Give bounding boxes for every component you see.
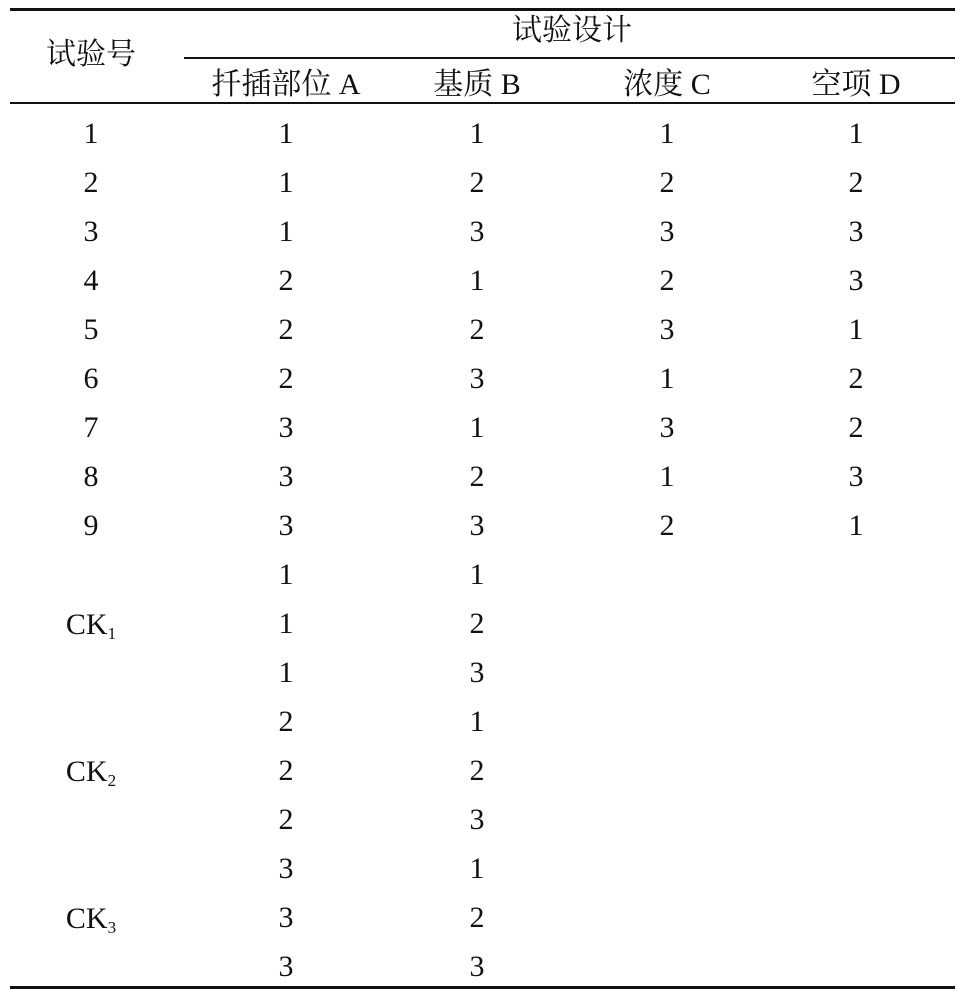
value-a: 3 (278, 460, 294, 493)
value-a: 3 (278, 901, 294, 934)
value-b: 3 (469, 803, 485, 836)
value-a: 1 (278, 558, 294, 591)
ck-label-text: CK (65, 608, 108, 641)
value-b: 1 (469, 117, 485, 150)
value-a: 2 (278, 803, 294, 836)
value-d: 3 (848, 215, 864, 248)
value-d: 1 (848, 509, 864, 542)
ck1-label (65, 608, 117, 643)
value-a: 1 (278, 607, 294, 640)
value-a: 3 (278, 509, 294, 542)
value-b: 2 (469, 607, 485, 640)
value-b: 3 (469, 950, 485, 983)
ck-subscript: 3 (107, 918, 117, 937)
value-a: 1 (278, 166, 294, 199)
group-header-rule (184, 57, 955, 59)
value-a: 2 (278, 362, 294, 395)
value-b: 1 (469, 705, 485, 738)
value-a: 2 (278, 264, 294, 297)
value-d: 1 (848, 313, 864, 346)
value-c: 2 (659, 264, 675, 297)
value-a: 2 (278, 705, 294, 738)
trial-no: 8 (83, 460, 99, 493)
value-b: 2 (469, 166, 485, 199)
trial-no: 3 (83, 215, 99, 248)
trial-no: 7 (83, 411, 99, 444)
value-c: 1 (659, 362, 675, 395)
value-a: 1 (278, 117, 294, 150)
value-d: 3 (848, 264, 864, 297)
value-b: 1 (469, 852, 485, 885)
header-trial-no: 试验号 (46, 38, 136, 71)
header-column-a: 扦插部位 A (211, 68, 361, 101)
value-b: 2 (469, 313, 485, 346)
value-d: 1 (848, 117, 864, 150)
value-b: 1 (469, 411, 485, 444)
value-b: 1 (469, 264, 485, 297)
ck-label-text: CK (65, 902, 108, 935)
value-a: 1 (278, 215, 294, 248)
value-a: 2 (278, 313, 294, 346)
value-a: 1 (278, 656, 294, 689)
ck-subscript: 2 (107, 771, 117, 790)
value-b: 2 (469, 460, 485, 493)
value-c: 3 (659, 215, 675, 248)
trial-no: 9 (83, 509, 99, 542)
value-c: 3 (659, 313, 675, 346)
value-a: 3 (278, 852, 294, 885)
value-c: 1 (659, 460, 675, 493)
header-column-c: 浓度 C (623, 68, 711, 101)
value-c: 2 (659, 166, 675, 199)
value-d: 2 (848, 166, 864, 199)
table-top-rule (10, 8, 955, 11)
value-d: 2 (848, 362, 864, 395)
header-column-b: 基质 B (433, 68, 521, 101)
value-c: 3 (659, 411, 675, 444)
ck3-label (65, 902, 117, 937)
value-a: 3 (278, 411, 294, 444)
table-bottom-rule (10, 986, 955, 989)
trial-no: 4 (83, 264, 99, 297)
value-c: 1 (659, 117, 675, 150)
value-c: 2 (659, 509, 675, 542)
ck-label-text: CK (65, 755, 108, 788)
value-b: 2 (469, 754, 485, 787)
ck2-label (65, 755, 117, 790)
value-d: 3 (848, 460, 864, 493)
value-b: 1 (469, 558, 485, 591)
header-bottom-rule (10, 102, 955, 104)
ck-subscript: 1 (107, 624, 117, 643)
trial-no: 1 (83, 117, 99, 150)
header-trial-design: 试验设计 (512, 14, 632, 47)
value-b: 3 (469, 656, 485, 689)
value-b: 3 (469, 215, 485, 248)
value-b: 3 (469, 509, 485, 542)
value-d: 2 (848, 411, 864, 444)
trial-no: 5 (83, 313, 99, 346)
value-a: 3 (278, 950, 294, 983)
value-b: 2 (469, 901, 485, 934)
value-a: 2 (278, 754, 294, 787)
trial-no: 6 (83, 362, 99, 395)
header-column-d: 空项 D (811, 68, 901, 101)
value-b: 3 (469, 362, 485, 395)
trial-no: 2 (83, 166, 99, 199)
